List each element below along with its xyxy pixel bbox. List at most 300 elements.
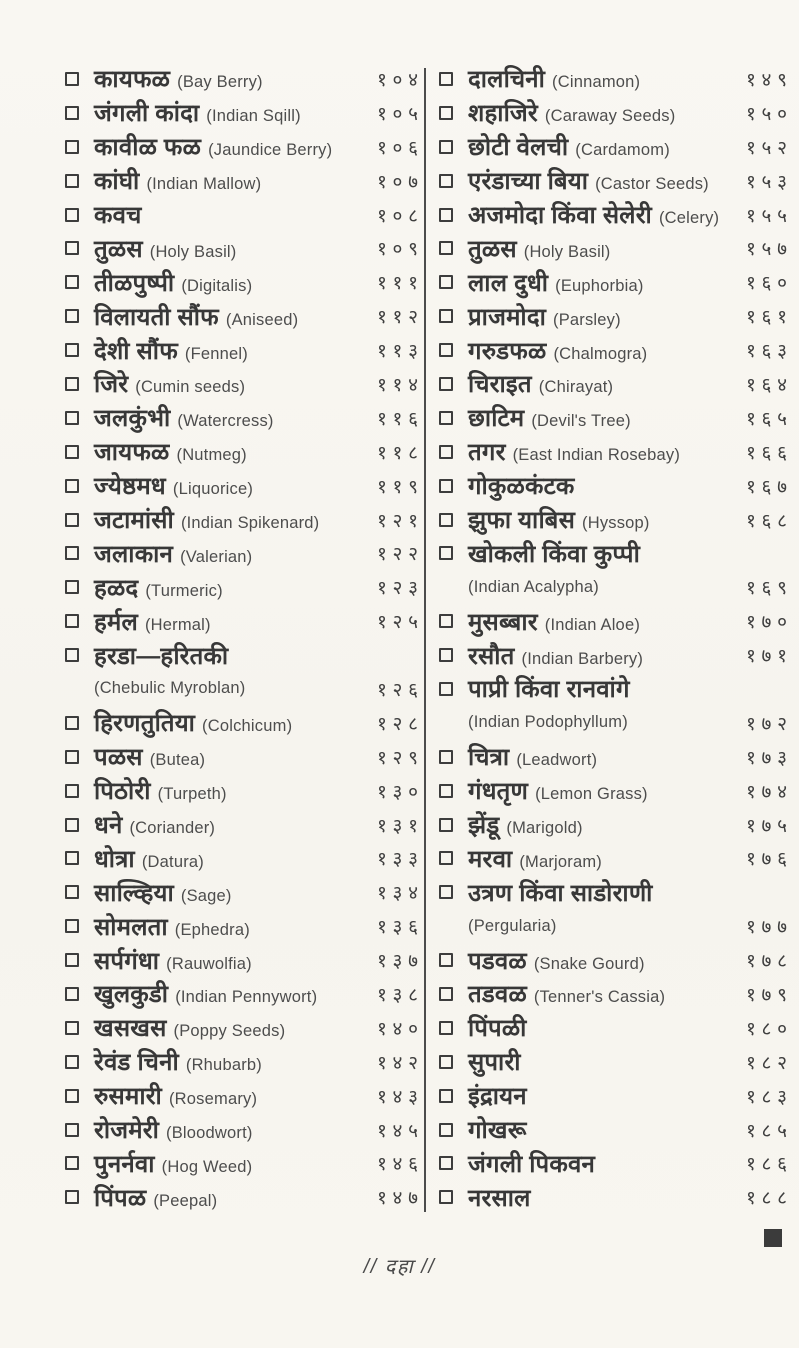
toc-row xyxy=(64,265,424,299)
checkbox-icon xyxy=(439,1055,453,1069)
page-number: १७३ xyxy=(745,747,793,769)
page-number: १२८ xyxy=(376,713,424,735)
entry-marathi-name: जंगली पिकवन xyxy=(468,1150,596,1178)
entry-marathi-name: छोटी वेलची xyxy=(468,134,569,162)
page-number: ११८ xyxy=(376,442,424,464)
checkbox-icon xyxy=(439,953,453,967)
checkbox-icon xyxy=(65,546,79,560)
toc-row xyxy=(64,367,424,401)
entry-name xyxy=(94,198,142,231)
checkbox-icon xyxy=(65,275,79,289)
checkbox-icon xyxy=(439,140,453,154)
checkbox-icon xyxy=(65,241,79,255)
entry-name xyxy=(94,639,228,672)
toc-row xyxy=(438,96,793,130)
entry-name xyxy=(94,910,250,943)
entry-name xyxy=(94,842,204,875)
entry-english-name: (Peepal) xyxy=(153,1191,218,1210)
entry-english-name: (Tenner's Cassia) xyxy=(533,988,666,1007)
entry-marathi-name: शहाजिरे xyxy=(468,100,538,128)
toc-row xyxy=(64,740,424,774)
page-number: १६१ xyxy=(745,307,793,329)
entry-marathi-name: हर्मल xyxy=(94,608,138,636)
entry-marathi-name: तुळस xyxy=(94,235,143,263)
entry-name xyxy=(94,367,245,400)
entry-name xyxy=(94,1147,252,1180)
entry-english-name: (Chirayat) xyxy=(538,378,614,397)
toc-row xyxy=(64,943,424,977)
checkbox-icon xyxy=(439,208,453,222)
toc-row xyxy=(438,333,793,367)
entry-name xyxy=(94,469,253,502)
page-number: १८२ xyxy=(745,1052,793,1074)
toc-row xyxy=(438,909,793,943)
entry-marathi-name: झेंडू xyxy=(468,812,500,840)
checkbox-icon xyxy=(439,275,453,289)
entry-english-name: (Colchicum) xyxy=(202,717,293,736)
page-number: १४६ xyxy=(376,1154,424,1176)
checkbox-spacer xyxy=(439,716,453,730)
entry-english-name: (Chebulic Myroblan) xyxy=(94,679,246,698)
entry-english-name: (Caraway Seeds) xyxy=(544,107,676,126)
entry-marathi-name: गोखरू xyxy=(468,1117,527,1145)
entry-name xyxy=(468,1147,595,1180)
toc-row xyxy=(438,808,793,842)
checkbox-icon xyxy=(65,953,79,967)
page-number: १०५ xyxy=(376,103,424,125)
entry-name xyxy=(468,672,630,705)
page-number: १८८ xyxy=(745,1188,793,1210)
entry-name xyxy=(94,944,252,977)
entry-name xyxy=(94,334,248,367)
checkbox-icon xyxy=(65,479,79,493)
page-number: १६५ xyxy=(745,408,793,430)
checkbox-icon xyxy=(65,784,79,798)
checkbox-icon xyxy=(439,411,453,425)
checkbox-icon xyxy=(439,1089,453,1103)
entry-name xyxy=(468,917,557,936)
page-number: १०६ xyxy=(376,137,424,159)
entry-name xyxy=(94,1181,217,1214)
page-number: १६० xyxy=(745,273,793,295)
toc-row xyxy=(438,570,793,604)
page-number: १७७ xyxy=(745,917,793,939)
checkbox-icon xyxy=(65,513,79,527)
page-number: १०७ xyxy=(376,171,424,193)
toc-row xyxy=(438,774,793,808)
checkbox-icon xyxy=(65,919,79,933)
page-number: १५७ xyxy=(745,239,793,261)
entry-english-name: (East Indian Rosebay) xyxy=(512,446,681,465)
page-number: १२५ xyxy=(376,612,424,634)
page-number: १६८ xyxy=(745,510,793,532)
page-number: १३८ xyxy=(376,984,424,1006)
entry-marathi-name: खुलकुडी xyxy=(94,981,169,1009)
checkbox-icon xyxy=(439,851,453,865)
entry-name xyxy=(94,164,261,197)
entry-marathi-name: पडवळ xyxy=(468,947,527,975)
entry-english-name: (Nutmeg) xyxy=(176,446,247,465)
entry-name xyxy=(468,578,599,597)
entry-name xyxy=(468,435,680,468)
checkbox-icon xyxy=(65,580,79,594)
checkbox-icon xyxy=(65,1021,79,1035)
toc-row xyxy=(64,672,424,706)
entry-english-name: (Aniseed) xyxy=(225,310,299,329)
page-number: १८५ xyxy=(745,1120,793,1142)
entry-english-name: (Bloodwort) xyxy=(166,1124,253,1143)
entry-marathi-name: पळस xyxy=(94,744,143,772)
checkbox-icon xyxy=(439,174,453,188)
toc-row xyxy=(438,231,793,265)
toc-row xyxy=(64,536,424,570)
toc-row xyxy=(438,977,793,1011)
checkbox-icon xyxy=(439,818,453,832)
toc-row xyxy=(438,367,793,401)
entry-name xyxy=(94,876,232,909)
entry-marathi-name: पिंपळ xyxy=(94,1184,147,1212)
entry-english-name: (Digitalis) xyxy=(181,276,253,295)
entry-english-name: (Holy Basil) xyxy=(523,242,611,261)
checkbox-icon xyxy=(65,106,79,120)
page-number: १२१ xyxy=(376,510,424,532)
entry-english-name: (Rosemary) xyxy=(168,1090,258,1109)
page-number: १२३ xyxy=(376,578,424,600)
entry-english-name: (Indian Pennywort) xyxy=(175,988,318,1007)
checkbox-icon xyxy=(439,343,453,357)
checkbox-icon xyxy=(439,614,453,628)
entry-marathi-name: चित्रा xyxy=(468,744,510,772)
entry-marathi-name: धने xyxy=(94,812,123,840)
entry-name xyxy=(94,130,332,163)
entry-marathi-name: सुपारी xyxy=(468,1049,521,1077)
checkbox-icon xyxy=(65,445,79,459)
toc-row xyxy=(64,130,424,164)
toc-row xyxy=(438,503,793,537)
toc-row xyxy=(438,740,793,774)
entry-marathi-name: गरुडफळ xyxy=(468,337,547,365)
entry-english-name: (Hyssop) xyxy=(582,514,650,533)
toc-row xyxy=(64,706,424,740)
toc-row xyxy=(438,1180,793,1214)
checkbox-icon xyxy=(439,445,453,459)
page-number-footer: // दहा // xyxy=(363,1256,436,1278)
toc-row xyxy=(438,469,793,503)
toc-row xyxy=(64,469,424,503)
checkbox-icon xyxy=(65,140,79,154)
entry-name xyxy=(94,740,205,773)
entry-name xyxy=(468,1079,527,1112)
page-number: १३१ xyxy=(376,815,424,837)
entry-name xyxy=(94,679,245,698)
page-number: १३३ xyxy=(376,849,424,871)
entry-marathi-name: चिराइत xyxy=(468,371,532,399)
toc-column-right xyxy=(426,62,795,1214)
toc-row xyxy=(64,808,424,842)
page-number: १५२ xyxy=(745,137,793,159)
entry-marathi-name: गोकुळकंटक xyxy=(468,473,575,501)
entry-marathi-name: जटामांसी xyxy=(94,507,174,535)
entry-name xyxy=(468,300,621,333)
entry-english-name: (Turpeth) xyxy=(157,785,227,804)
entry-english-name: (Holy Basil) xyxy=(149,242,237,261)
toc-row xyxy=(64,1113,424,1147)
entry-english-name: (Indian Sqill) xyxy=(206,107,301,126)
checkbox-icon xyxy=(439,377,453,391)
entry-english-name: (Castor Seeds) xyxy=(595,175,709,194)
entry-english-name: (Bay Berry) xyxy=(177,73,263,92)
entry-name xyxy=(94,571,223,604)
page-number: १७६ xyxy=(745,849,793,871)
entry-name xyxy=(468,334,647,367)
entry-english-name: (Cardamom) xyxy=(575,141,670,160)
toc-row xyxy=(64,875,424,909)
page-number: १८३ xyxy=(745,1086,793,1108)
entry-marathi-name: सोमलता xyxy=(94,913,168,941)
checkbox-icon xyxy=(65,1156,79,1170)
page-number: १०४ xyxy=(376,69,424,91)
toc-row xyxy=(64,604,424,638)
entry-name xyxy=(94,1079,257,1112)
toc-row xyxy=(438,875,787,909)
entry-name xyxy=(468,639,643,672)
entry-english-name: (Devil's Tree) xyxy=(531,412,631,431)
entry-marathi-name: ज्येष्ठमध xyxy=(94,473,166,501)
entry-english-name: (Marigold) xyxy=(506,819,583,838)
page-number: १११ xyxy=(376,273,424,295)
entry-marathi-name: कावीळ फळ xyxy=(94,134,202,162)
entry-marathi-name: इंद्रायन xyxy=(468,1083,527,1111)
checkbox-icon xyxy=(65,716,79,730)
entry-marathi-name: मुसब्बार xyxy=(468,608,538,636)
entry-marathi-name: अजमोदा किंवा सेलेरी xyxy=(468,202,652,229)
entry-marathi-name: साल्व्हिया xyxy=(94,879,174,907)
entry-name xyxy=(94,808,215,841)
page-number: १८० xyxy=(745,1018,793,1040)
toc-row xyxy=(64,909,424,943)
entry-marathi-name: हरडा—हरितकी xyxy=(94,642,229,670)
toc-row xyxy=(64,299,424,333)
entry-english-name: (Euphorbia) xyxy=(555,276,644,295)
entry-marathi-name: जलाकान xyxy=(94,540,174,568)
entry-name xyxy=(468,1045,521,1078)
entry-marathi-name: कांघी xyxy=(94,168,140,196)
entry-english-name: (Rhubarb) xyxy=(185,1056,262,1075)
entry-marathi-name: लाल दुधी xyxy=(468,269,549,297)
toc-row xyxy=(64,1079,424,1113)
checkbox-icon xyxy=(439,106,453,120)
entry-english-name: (Chalmogra) xyxy=(553,344,648,363)
toc-row xyxy=(64,1011,424,1045)
checkbox-icon xyxy=(439,309,453,323)
entry-name xyxy=(468,503,650,536)
toc-row xyxy=(64,570,424,604)
entry-marathi-name: कवच xyxy=(94,202,142,229)
checkbox-icon xyxy=(65,1089,79,1103)
toc-row xyxy=(438,198,793,232)
entry-name xyxy=(468,842,602,875)
entry-name xyxy=(94,232,237,265)
toc-row xyxy=(438,1147,793,1181)
checkbox-icon xyxy=(65,174,79,188)
entry-name xyxy=(94,503,319,536)
entry-marathi-name: हळद xyxy=(94,574,139,602)
entry-marathi-name: छाटिम xyxy=(468,405,525,433)
checkbox-icon xyxy=(65,1123,79,1137)
entry-name xyxy=(94,1011,285,1044)
toc-row xyxy=(438,841,793,875)
checkbox-icon xyxy=(439,648,453,662)
entry-name xyxy=(94,300,298,333)
entry-name xyxy=(468,469,575,502)
entry-name xyxy=(94,774,227,807)
entry-name xyxy=(468,808,583,841)
entry-english-name: (Watercress) xyxy=(177,412,274,431)
page-number: १७४ xyxy=(745,781,793,803)
page-number: १०८ xyxy=(376,205,424,227)
entry-english-name: (Valerian) xyxy=(180,547,253,566)
entry-marathi-name: तगर xyxy=(468,439,506,467)
entry-marathi-name: पुनर्नवा xyxy=(94,1150,155,1178)
entry-english-name: (Datura) xyxy=(141,852,204,871)
page-number: १४५ xyxy=(376,1120,424,1142)
entry-name xyxy=(468,944,645,977)
entry-name xyxy=(468,1113,527,1146)
toc-row xyxy=(64,1180,424,1214)
entry-name xyxy=(468,266,644,299)
checkbox-spacer xyxy=(65,682,79,696)
toc-row xyxy=(438,706,793,740)
entry-english-name: (Jaundice Berry) xyxy=(208,141,333,160)
checkbox-icon xyxy=(65,208,79,222)
table-of-contents xyxy=(64,62,795,1214)
toc-row xyxy=(64,435,424,469)
entry-name xyxy=(468,876,653,909)
entry-name xyxy=(468,62,640,95)
entry-marathi-name: खसखस xyxy=(94,1015,167,1043)
checkbox-icon xyxy=(65,1055,79,1069)
toc-row xyxy=(438,1045,793,1079)
page-number: १२९ xyxy=(376,747,424,769)
checkbox-icon xyxy=(65,885,79,899)
entry-english-name: (Liquorice) xyxy=(172,480,254,499)
entry-marathi-name: रुसमारी xyxy=(94,1083,162,1111)
toc-row xyxy=(64,198,424,232)
entry-english-name: (Turmeric) xyxy=(145,581,223,600)
toc-row xyxy=(438,265,793,299)
page-number: १५३ xyxy=(745,171,793,193)
page-number: ११४ xyxy=(376,374,424,396)
toc-row xyxy=(64,841,424,875)
entry-name xyxy=(468,537,640,570)
entry-marathi-name: रेवंड चिनी xyxy=(94,1049,179,1077)
entry-marathi-name: पाप्री किंवा रानवांगे xyxy=(468,676,630,704)
entry-name xyxy=(94,977,317,1010)
entry-marathi-name: जिरे xyxy=(94,371,129,399)
entry-marathi-name: दालचिनी xyxy=(468,66,546,94)
toc-row xyxy=(438,299,793,333)
entry-marathi-name: खोकली किंवा कुप्पी xyxy=(468,540,640,568)
toc-row xyxy=(438,604,793,638)
entry-name xyxy=(94,1045,262,1078)
checkbox-icon xyxy=(65,614,79,628)
page-number: १६४ xyxy=(745,374,793,396)
entry-english-name: (Hog Weed) xyxy=(161,1157,253,1176)
entry-name xyxy=(94,266,252,299)
entry-marathi-name: रोजमेरी xyxy=(94,1117,160,1145)
entry-name xyxy=(468,1181,531,1214)
page-number: १२६ xyxy=(376,679,424,701)
toc-row xyxy=(438,62,793,96)
page-number: ११६ xyxy=(376,408,424,430)
toc-row xyxy=(64,977,424,1011)
checkbox-icon xyxy=(65,411,79,425)
entry-english-name: (Hermal) xyxy=(144,615,211,634)
entry-marathi-name: पिठोरी xyxy=(94,778,151,806)
entry-english-name: (Marjoram) xyxy=(519,852,602,871)
entry-english-name: (Fennel) xyxy=(184,344,248,363)
entry-name xyxy=(468,198,719,231)
entry-marathi-name: सर्पगंधा xyxy=(94,947,160,975)
page-number: १७१ xyxy=(745,646,793,668)
toc-row xyxy=(64,1045,424,1079)
page-number: १५५ xyxy=(745,205,793,227)
page-number: १७५ xyxy=(745,815,793,837)
toc-row xyxy=(438,638,793,672)
entry-marathi-name: जलकुंभी xyxy=(94,405,171,433)
toc-row xyxy=(438,536,787,570)
entry-english-name: (Cinnamon) xyxy=(552,73,641,92)
toc-row xyxy=(64,231,424,265)
entry-marathi-name: एरंडाच्या बिया xyxy=(468,168,589,196)
entry-name xyxy=(468,96,675,129)
toc-row xyxy=(64,638,418,672)
checkbox-icon xyxy=(439,72,453,86)
entry-marathi-name: विलायती सौंफ xyxy=(94,303,219,331)
entry-name xyxy=(94,537,252,570)
entry-name xyxy=(468,1011,527,1044)
entry-marathi-name: जंगली कांदा xyxy=(94,100,200,128)
checkbox-icon xyxy=(65,818,79,832)
entry-marathi-name: कायफळ xyxy=(94,66,171,94)
checkbox-icon xyxy=(65,1190,79,1204)
entry-marathi-name: झुफा याबिस xyxy=(468,507,576,535)
page-number: १३७ xyxy=(376,951,424,973)
entry-marathi-name: उत्रण किंवा साडोराणी xyxy=(468,879,653,907)
checkbox-icon xyxy=(439,750,453,764)
page-number: १४३ xyxy=(376,1086,424,1108)
end-of-section-square-icon xyxy=(764,1229,782,1247)
entry-english-name: (Butea) xyxy=(149,751,206,770)
page-number: ११३ xyxy=(376,341,424,363)
entry-name xyxy=(468,367,613,400)
entry-english-name: (Ephedra) xyxy=(174,920,250,939)
checkbox-icon xyxy=(65,72,79,86)
page-number: १०९ xyxy=(376,239,424,261)
entry-marathi-name: तीळपुष्पी xyxy=(94,269,175,297)
entry-name xyxy=(468,977,665,1010)
entry-english-name: (Leadwort) xyxy=(516,751,598,770)
entry-english-name: (Indian Barbery) xyxy=(521,649,644,668)
entry-name xyxy=(468,605,640,638)
toc-row xyxy=(438,164,793,198)
entry-english-name: (Sage) xyxy=(180,886,232,905)
page-number: १६६ xyxy=(745,442,793,464)
entry-name xyxy=(94,1113,253,1146)
checkbox-icon xyxy=(439,1123,453,1137)
page-number: १४७ xyxy=(376,1188,424,1210)
page-number: १२२ xyxy=(376,544,424,566)
